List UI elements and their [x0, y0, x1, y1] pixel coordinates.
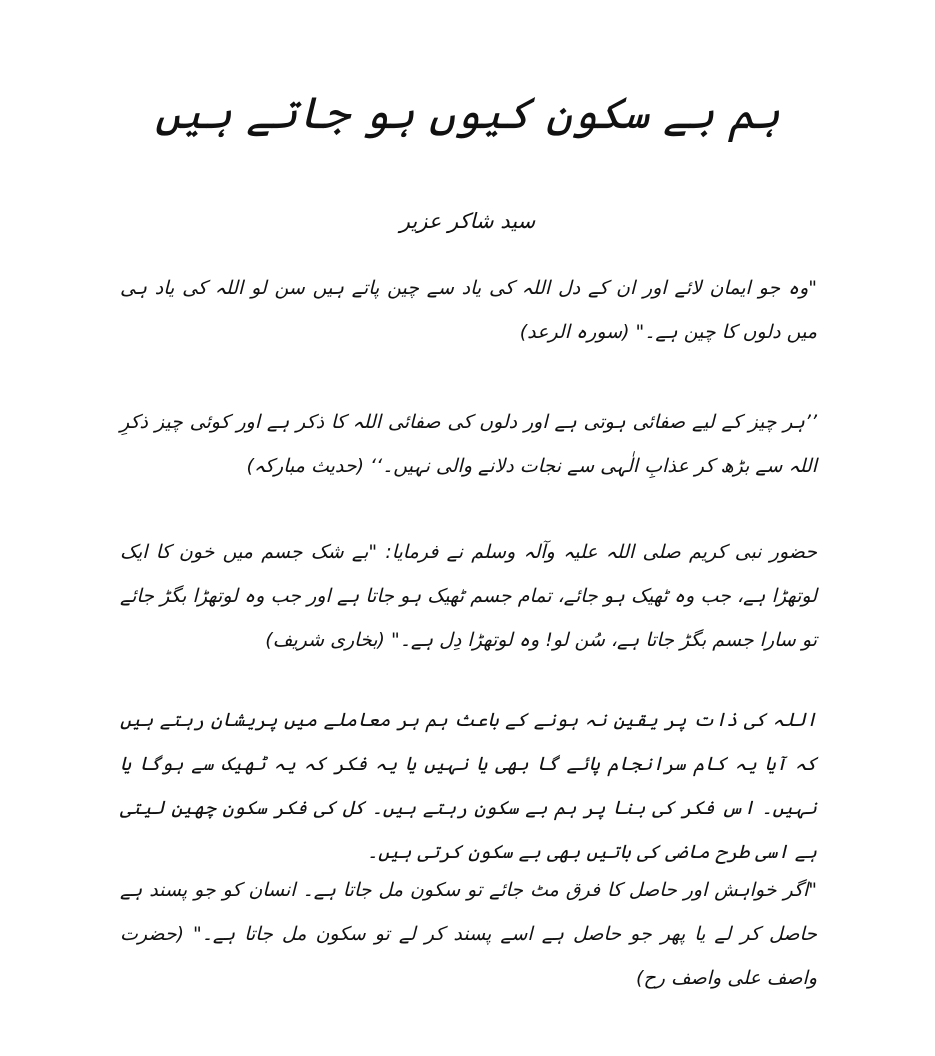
- paragraph-bukhari-quote: حضور نبی کریم صلی اللہ علیہ وآلہ وسلم نے فرمایا: "بے شک جسم میں خون کا ایک لوتھڑا ہے، جب وہ ٹھیک ہو جائے، تمام جسم ٹھیک ہو جاتا ہے اور جب وہ لوتھڑا بگڑ جائے تو سارا جسم بگڑ جاتا ہے، سُن لو! وہ لوتھڑا دِل ہے۔" (بخاری شریف): [120, 541, 817, 651]
- article-author: سید شاکر عزیر: [399, 209, 536, 233]
- paragraph-quran-quote: "وہ جو ایمان لائے اور ان کے دل اللہ کی یاد سے چین پاتے ہیں سن لو اللہ کی یاد ہی میں دلوں کا چین ہے۔" (سورہ الرعد): [120, 277, 817, 343]
- paragraph-hadith-quote: ’’ہر چیز کے لیے صفائی ہوتی ہے اور دلوں کی صفائی اللہ کا ذکر ہے اور کوئی چیز ذکرِ اللہ سے بڑھ کر عذابِ الٰہی سے نجات دلانے والی نہیں۔‘‘ (حدیث مبارکہ): [120, 411, 817, 477]
- article-title: ہم بے سکون کیوں ہو جاتے ہیں: [154, 88, 781, 139]
- paragraph-commentary: اللہ کی ذات پر یقین نہ ہونے کے باعث ہم ہر معاملے میں پریشان رہتے ہیں کہ آیا یہ کام سرانجام پائے گا بھی یا نہیں یا یہ فکر کہ یہ ٹھیک سے ہوگا یا نہیں۔ اس فکر کی بنا پر ہم بے سکون رہتے ہیں۔ کل کی فکر سکون چھین لیتی ہے اسی طرح ماضی کی باتیں بھی بے سکون کرتی ہیں۔: [120, 709, 817, 863]
- paragraph-wasif-quote: "اگر خواہش اور حاصل کا فرق مٹ جائے تو سکون مل جاتا ہے۔ انسان کو جو پسند ہے حاصل کر لے یا پھر جو حاصل ہے اسے پسند کر لے تو سکون مل جاتا ہے۔" (حضرت واصف علی واصف رح): [120, 879, 817, 989]
